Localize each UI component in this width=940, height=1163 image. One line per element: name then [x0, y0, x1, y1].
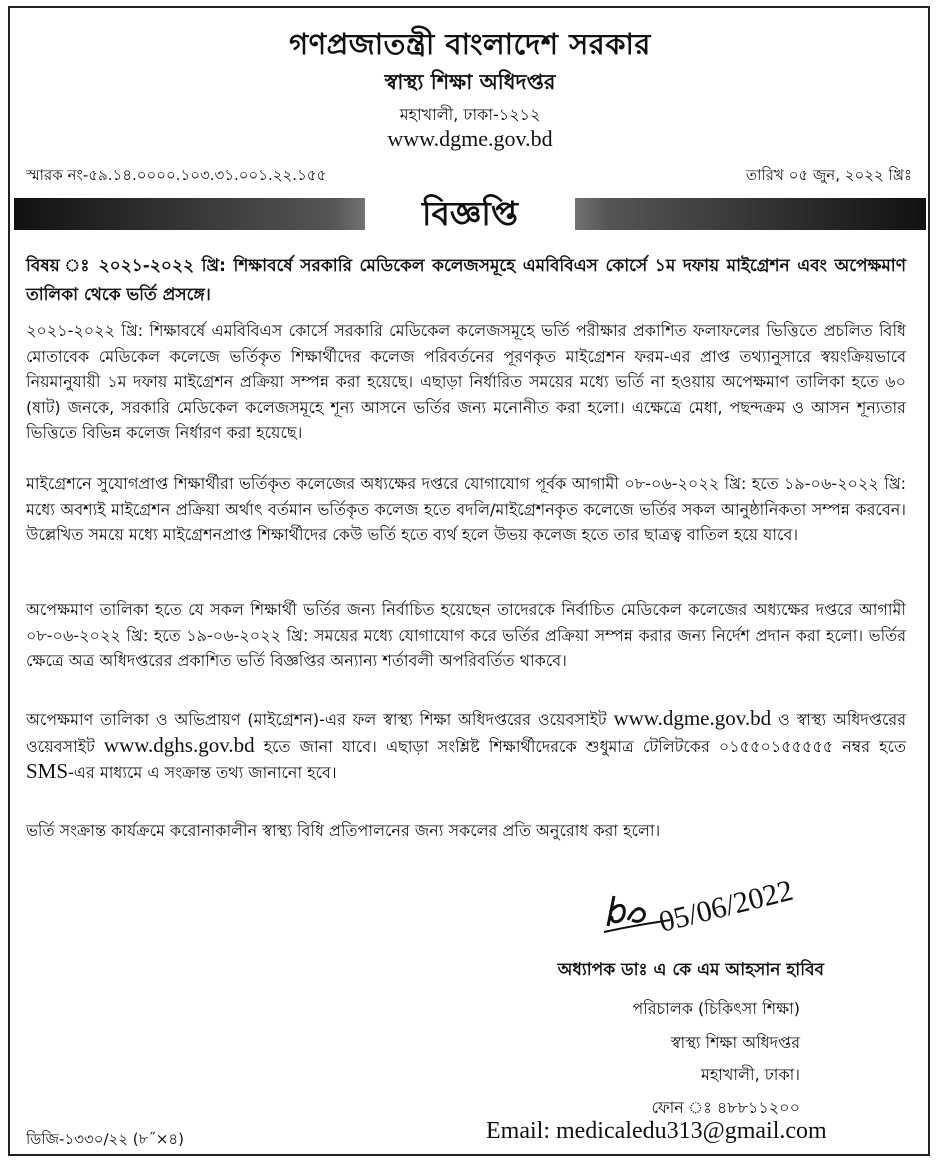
notice-date: তারিখ ০৫ জুন, ২০২২ খ্রিঃ [745, 166, 912, 184]
paragraph-4-text-b: ও স্বাস্থ্য অধিদপ্তরের ওয়েবসাইট [26, 710, 906, 756]
dghs-website-link[interactable]: www.dghs.gov.bd [103, 732, 255, 757]
dgme-website-link[interactable]: www.dgme.gov.bd [613, 706, 772, 730]
notice-title: বিজ্ঞপ্তি [365, 190, 575, 238]
paragraph-4-text-a: অপেক্ষমাণ তালিকা ও অভিপ্রায়ণ (মাইগ্রেশন)-এর ফল স্বাস্থ্য শিক্ষা অধিদপ্তরের ওয়েবসাইট [26, 710, 607, 729]
dg-code: ডিজি-১৩৩০/২২ (৮˝×৪) [26, 1130, 185, 1148]
paragraph-4 [26, 706, 906, 786]
government-title: গণপ্রজাতন্ত্রী বাংলাদেশ সরকার [289, 27, 651, 61]
paragraph-4-text-c: হতে জানা যাবে। এছাড়া সংশ্লিষ্ট শিক্ষার্থীদেরকে শুধুমাত্র টেলিটকের ০১৫৫০১৫৫৫৫৫ নম্বর হতে [254, 736, 906, 756]
department-website: www.dgme.gov.bd [387, 126, 553, 151]
department-name: স্বাস্থ্য শিক্ষা অধিদপ্তর [384, 70, 556, 94]
sms-label: SMS [26, 759, 69, 783]
signatory-office: স্বাস্থ্য শিক্ষা অধিদপ্তর [670, 1033, 800, 1052]
memo-number: স্মারক নং-৫৯.১৪.০০০০.১০৩.৩১.০০১.২২.১৫৫ [26, 166, 327, 184]
contact-email[interactable]: Email: medicaledu313@gmail.com [486, 1118, 827, 1144]
handwritten-signature [600, 868, 830, 948]
signatory-name: অধ্যাপক ডাঃ এ কে এম আহসান হাবিব [557, 960, 824, 980]
paragraph-4-text-d: -এর মাধ্যমে এ সংক্রান্ত তথ্য জানানো হবে। [68, 763, 337, 782]
paragraph-1: ২০২১-২০২২ খ্রি: শিক্ষাবর্ষে এমবিবিএস কোর্সে সরকারি মেডিকেল কলেজসমূহে ভর্তি পরীক্ষার প্রকাশিত ফলাফলের ভিত্তিতে প্রচলিত বিধি মোতাবেক মেডিকেল কলেজে ভর্তিকৃত শিক্ষার্থীদের কলেজ পরিবর্তনের পূরণকৃত মাইগ্রেশন ফরম-এর প্রাপ্ত তথ্যানুসারে স্বয়ংক্রিয়ভাবে নিয়মানুযায়ী ১ম দফায় মাইগ্রেশন প্রক্রিয়া সম্পন্ন করা হয়েছে। এছাড়া নির্ধারিত সময়ের মধ্যে ভর্তি না হওয়ায় অপেক্ষমাণ তালিকা হতে ৬০ (ষাট) জনকে, সরকারি মেডিকেল কলেজসমূহে শূন্য আসনে ভর্তির জন্য মনোনীত করা হলো। এক্ষেত্রে মেধা, পছন্দক্রম ও আসন শূন্যতার ভিত্তিতে বিভিন্ন কলেজ নির্ধারণ করা হয়েছে। [26, 321, 906, 442]
paragraph-2: মাইগ্রেশনে সুযোগপ্রাপ্ত শিক্ষার্থীরা ভর্তিকৃত কলেজের অধ্যক্ষের দপ্তরে যোগাযোগ পূর্বক আগামী ০৮-০৬-২০২২ খ্রি: হতে ১৯-০৬-২০২২ খ্রি: মধ্যে অবশ্যই মাইগ্রেশন প্রক্রিয়া অর্থাৎ বর্তমান ভর্তিকৃত কলেজ হতে বদলি/মাইগ্রেশনকৃত কলেজে ভর্তির সকল আনুষ্ঠানিকতা সম্পন্ন করবেন। উল্লেখিত সময়ে মধ্যে মাইগ্রেশনপ্রাপ্ত শিক্ষার্থীদের কেউ ভর্তি হতে ব্যর্থ হলে উভয় কলেজ হতে তার ছাত্রত্ব বাতিল হয়ে যাবে। [26, 474, 906, 544]
signatory-location: মহাখালী, ঢাকা। [701, 1065, 800, 1084]
signatory-phone: ফোন ঃ ৪৮৮১১২০০ [651, 1098, 800, 1117]
department-address: মহাখালী, ঢাকা-১২১২ [399, 105, 541, 124]
handwritten-date: 05/06/2022 [655, 873, 797, 939]
paragraph-3: অপেক্ষমাণ তালিকা হতে যে সকল শিক্ষার্থী ভর্তির জন্য নির্বাচিত হয়েছেন তাদেরকে নির্বাচিত মেডিকেল কলেজের অধ্যক্ষের দপ্তরে আগামী ০৮-০৬-২০২২ খ্রি: হতে ১৯-০৬-২০২২ খ্রি: সময়ের মধ্যে যোগাযোগ করে ভর্তির প্রক্রিয়া সম্পন্ন করার জন্য নির্দেশ প্রদান করা হলো। ভর্তির ক্ষেত্রে অত্র অধিদপ্তরের প্রকাশিত ভর্তি বিজ্ঞপ্তির অন্যান্য শর্তাবলী অপরিবর্তিত থাকবে। [26, 600, 906, 670]
notice-subject: বিষয় ঃ ২০২১-২০২২ খ্রি: শিক্ষাবর্ষে সরকারি মেডিকেল কলেজসমূহে এমবিবিএস কোর্সে ১ম দফায় মাইগ্রেশন এবং অপেক্ষমাণ তালিকা থেকে ভর্তি প্রসঙ্গে। [26, 256, 906, 305]
paragraph-5: ভর্তি সংক্রান্ত কার্যক্রমে করোনাকালীন স্বাস্থ্য বিধি প্রতিপালনের জন্য সকলের প্রতি অনুরোধ করা হলো। [26, 821, 661, 840]
signatory-designation: পরিচালক (চিকিৎসা শিক্ষা) [632, 999, 800, 1018]
